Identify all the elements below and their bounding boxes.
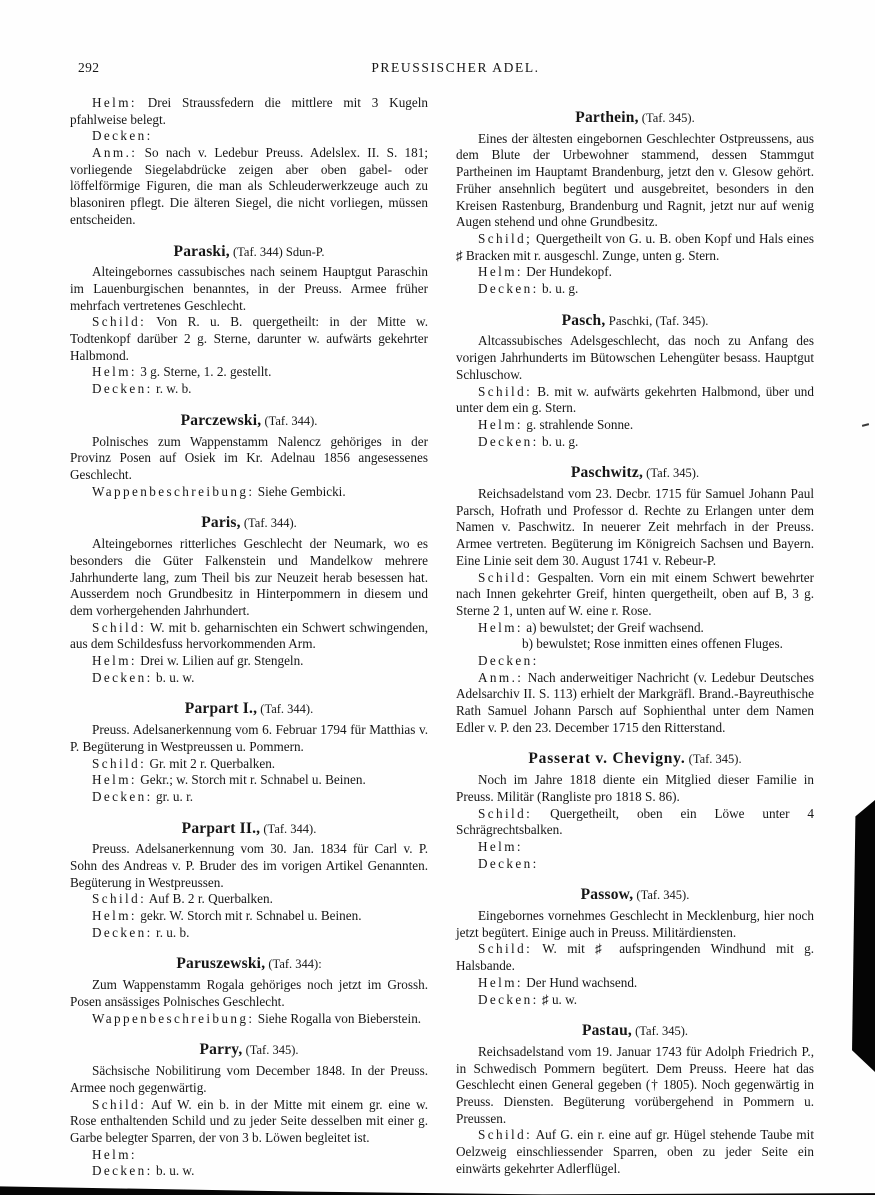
left-column — [70, 95, 428, 1180]
dictionary-entry — [70, 700, 428, 805]
entry-name: Parpart II., — [181, 819, 261, 837]
dictionary-entry — [456, 312, 814, 451]
blazon-field-text: a) bewulstet; der Greif wachsend. — [522, 619, 704, 635]
blazon-field — [456, 653, 814, 670]
scan-shadow-bottom-edge — [0, 1179, 875, 1195]
entry-plate-reference: (Taf. 345). — [638, 111, 695, 125]
entry-body-paragraph: Reichsadelstand vom 23. Decbr. 1715 für Samuel Johann Paul Parsch, Hofrath und Professor d. Rechte zu Erlangen unter dem Namen v. Paschwitz. In neuerer Zeit mehrfach in der Preuss. Armee vertreten. Begüterung im Königreich Sachsen und Bayern. Eine Linie seit dem 30. August 1741 v. Rebeur-P. — [456, 486, 814, 568]
entry-body-paragraph: Preuss. Adelsanerkennung vom 30. Jan. 1834 für Carl v. P. Sohn des Andreas v. P. Bruder des im vorigen Artikel Genannten. Begüterung in Westpreussen. — [70, 841, 428, 890]
entry-name: Paruszewski, — [176, 955, 266, 973]
entry-body-paragraph: Reichsadelstand vom 19. Januar 1743 für Adolph Friedrich P., in Schwedisch Pommern begütert. Dem Preuss. Heere hat das Geschlecht einen General gegeben († 1805). Noch gegenwärtig in Preuss. Diensten. Begüterung vorübergehend in Pommern u. Preussen. — [456, 1044, 814, 1126]
blazon-field-text: B. mit w. aufwärts gekehrten Halbmond, über und unter dem ein g. Stern. — [456, 383, 814, 416]
entry-heading — [70, 700, 428, 719]
blazon-field — [70, 484, 428, 501]
entry-name: Pastau, — [581, 1022, 632, 1040]
dictionary-entry — [456, 109, 814, 298]
blazon-field-label: Schild: — [92, 314, 147, 330]
dictionary-entry — [70, 243, 428, 398]
entry-body-paragraph: Preuss. Adelsanerkennung vom 6. Februar 1794 für Matthias v. P. Begüterung in Westpreussen u. Pommern. — [70, 722, 428, 754]
blazon-field — [70, 1147, 428, 1164]
blazon-field-text: ♯ u. w. — [538, 991, 578, 1007]
blazon-field-label: Anm.: — [92, 145, 138, 161]
blazon-field-text: gekr. W. Storch mit r. Schnabel u. Beinen. — [136, 908, 362, 924]
entry-body-paragraph: Noch im Jahre 1818 diente ein Mitglied dieser Familie in Preuss. Militär (Rangliste pro 1818 S. 86). — [456, 772, 814, 804]
entry-plate-reference: (Taf. 345). — [652, 313, 709, 328]
blazon-field — [70, 1011, 428, 1028]
blazon-field — [70, 364, 428, 381]
dictionary-entry — [456, 750, 814, 872]
dictionary-entry — [70, 95, 428, 229]
blazon-field-text: b. u. w. — [152, 1163, 195, 1179]
blazon-field-label: Helm: — [92, 652, 137, 668]
blazon-field-label: Helm: — [92, 364, 137, 380]
blazon-field-label: Decken: — [478, 652, 539, 668]
blazon-field-label: Wappenbeschreibung: — [92, 1010, 255, 1026]
blazon-field-text: g. strahlende Sonne. — [522, 416, 634, 432]
blazon-field-text: W. mit ♯ aufspringenden Windhund mit g. Halsbande. — [456, 941, 814, 974]
blazon-field-text: Drei w. Lilien auf gr. Stengeln. — [136, 652, 304, 668]
entry-name: Parthein, — [575, 109, 639, 126]
blazon-field — [456, 281, 814, 298]
blazon-field — [70, 95, 428, 128]
blazon-field-label: Schild: — [92, 1096, 147, 1112]
blazon-field — [70, 925, 428, 942]
entry-heading — [456, 312, 814, 331]
blazon-field — [456, 570, 814, 620]
blazon-field-text: Gespalten. Vorn ein mit einem Schwert bewehrter nach Innen gekehrter Greif, hinten quergetheilt, oben auf B, 3 g. Sterne 2 1, unten auf W. eine r. Rose. — [456, 569, 814, 618]
entry-heading — [456, 464, 814, 483]
entry-heading — [70, 820, 428, 839]
blazon-field-text: Quergetheilt von G. u. B. oben Kopf und Hals eines ♯ Bracken mit r. ausgeschl. Zunge, unten g. Stern. — [456, 230, 814, 263]
entry-plate-reference: (Taf. 344). — [240, 516, 297, 531]
dictionary-entry — [70, 955, 428, 1027]
blazon-field-text: Drei Straussfedern die mittlere mit 3 Kugeln pfahlweise belegt. — [70, 95, 428, 127]
blazon-field-label: Schild: — [478, 383, 533, 399]
page-number: 292 — [78, 60, 100, 75]
blazon-field-text: Gekr.; w. Storch mit r. Schnabel u. Beinen. — [136, 772, 366, 788]
blazon-field-label: Decken: — [478, 855, 539, 871]
entry-plate-reference: (Taf. 345). — [242, 1043, 299, 1058]
blazon-field-label: Decken: — [92, 1163, 153, 1179]
blazon-field-label: Decken: — [92, 924, 153, 940]
blazon-field — [456, 975, 814, 992]
entry-plate-reference: (Taf. 344). — [261, 413, 318, 428]
entry-body-paragraph: Alteingebornes cassubisches nach seinem Hauptgut Paraschin im Lauenburgischen benanntes, in der Preuss. Armee früher mehrfach vertretenes Geschlecht. — [70, 264, 428, 313]
blazon-field-text: Von R. u. B. quergetheilt: in der Mitte w. Todtenkopf darüber 2 g. Sterne, darunter w. aufwärts gekehrter Halbmond. — [70, 314, 428, 363]
blazon-field-text: b. u. w. — [152, 669, 195, 685]
blazon-field-text: Gr. mit 2 r. Querbalken. — [146, 755, 276, 771]
blazon-field — [456, 992, 814, 1009]
text-columns — [70, 95, 815, 1180]
blazon-field — [456, 941, 814, 974]
blazon-field-label: Helm: — [478, 838, 523, 854]
running-title: PREUSSISCHER ADEL. — [371, 60, 540, 75]
blazon-field-text: r. w. b. — [152, 381, 192, 397]
blazon-field-label: Helm: — [478, 974, 523, 990]
entry-heading — [70, 1041, 428, 1060]
dictionary-entry — [456, 1022, 814, 1177]
blazon-field — [456, 636, 814, 653]
blazon-field-label: Schild: — [478, 569, 533, 585]
dictionary-entry — [70, 412, 428, 501]
blazon-field — [456, 231, 814, 264]
blazon-field-label: Schild: — [92, 619, 147, 635]
blazon-field-text: Auf B. 2 r. Querbalken. — [146, 891, 273, 907]
scan-shadow-right-edge — [847, 800, 875, 1072]
blazon-field-text: Siehe Gembicki. — [254, 483, 346, 499]
blazon-field — [70, 670, 428, 687]
blazon-field-text: Auf G. ein r. eine auf gr. Hügel stehende Taube mit Oelzweig einschliessender Sparren, oben zu jeder Seite ein einwärts gekehrter Adlerflügel. — [456, 1127, 814, 1176]
blazon-field-label: Helm: — [92, 908, 137, 924]
blazon-field-label: Schild: — [478, 941, 533, 957]
blazon-field-text: b. u. g. — [538, 280, 579, 296]
right-column — [456, 95, 814, 1180]
entry-body-paragraph: Alteingebornes ritterliches Geschlecht der Neumark, wo es besonders die Güter Falkenstein und Mandelkow mehrere Jahrhunderte lang, zum Theil bis zur Neuzeit herab besessen hat. Ausserdem noch Grundbesitz in Hinterpommern in diesem und dem vorhergehenden Jahrhundert. — [70, 536, 428, 618]
entry-plate-reference: (Taf. 344). — [257, 702, 314, 717]
entry-plate-reference: (Taf. 345). — [643, 466, 700, 481]
blazon-field-label: Schild: — [478, 805, 533, 821]
blazon-field-text: Quergetheilt, oben ein Löwe unter 4 Schrägrechtsbalken. — [456, 805, 814, 838]
blazon-field-label: Decken: — [92, 669, 153, 685]
entry-heading — [70, 243, 428, 262]
blazon-field-text: Auf W. ein b. in der Mitte mit einem gr. eine w. Rose enthaltenden Schild und zu jeder Seite desselben mit einer g. Garbe belegter Sparren, der von 3 b. Löwen begleitet ist. — [70, 1096, 428, 1145]
entry-name: Parry, — [199, 1041, 243, 1059]
blazon-field — [70, 381, 428, 398]
blazon-field-text: 3 g. Sterne, 1. 2. gestellt. — [136, 364, 272, 380]
entry-heading — [456, 750, 814, 769]
entry-name: Passerat v. Chevigny. — [528, 750, 686, 768]
blazon-field-label: Decken: — [92, 128, 153, 144]
blazon-field — [70, 1163, 428, 1180]
blazon-field-text: r. u. b. — [152, 924, 190, 940]
blazon-field-text: b) bewulstet; Rose inmitten eines offenen Fluges. — [522, 636, 783, 652]
blazon-field-label: Wappenbeschreibung: — [92, 483, 255, 499]
blazon-field-label: Decken: — [478, 280, 539, 296]
blazon-field-label: Decken: — [92, 381, 153, 397]
blazon-field — [70, 620, 428, 653]
dictionary-entry — [70, 1041, 428, 1180]
entry-plate-reference: (Taf. 344). — [260, 821, 317, 836]
scan-speck — [862, 423, 869, 427]
blazon-field — [456, 434, 814, 451]
entry-name: Parpart I., — [184, 700, 258, 718]
blazon-field-label: Helm: — [478, 619, 523, 635]
entry-name: Paraski, — [173, 242, 230, 260]
entry-alternate-name: Paschki, — [605, 312, 653, 328]
entry-plate-reference: (Taf. 345). — [633, 888, 690, 903]
entry-plate-reference: (Taf. 344) Sdun-P. — [229, 244, 325, 259]
blazon-field-text: b. u. g. — [538, 433, 579, 449]
blazon-field-text: Der Hundekopf. — [522, 264, 612, 280]
dictionary-entry — [456, 886, 814, 1008]
blazon-field-text: Der Hund wachsend. — [522, 974, 638, 990]
blazon-field-label: Schild: — [478, 1127, 533, 1143]
dictionary-entry — [70, 820, 428, 942]
entry-name: Paschwitz, — [570, 464, 644, 482]
entry-heading — [70, 514, 428, 533]
blazon-field — [70, 891, 428, 908]
blazon-field — [70, 772, 428, 789]
blazon-field — [70, 314, 428, 364]
entry-name: Pasch, — [561, 311, 606, 329]
entry-body-paragraph: Zum Wappenstamm Rogala gehöriges noch jetzt im Grossh. Posen ansässiges Polnisches Geschlecht. — [70, 977, 428, 1009]
blazon-field — [456, 1127, 814, 1177]
blazon-field-label: Decken: — [478, 991, 539, 1007]
entry-plate-reference: (Taf. 345). — [632, 1024, 689, 1039]
entry-heading — [456, 886, 814, 905]
blazon-field-text: Siehe Rogalla von Bieberstein. — [254, 1010, 422, 1026]
entry-heading — [70, 955, 428, 974]
blazon-field-text: So nach v. Ledebur Preuss. Adelslex. II. S. 181; vorliegende Siegelabdrücke zeigen aber oben gabel- oder löffelförmige Figuren, die man als Schleuderwerkzeuge auch zu blasoniren pflegt. Die älteren Siegel, die nicht vorliegen, müssen entscheiden. — [70, 145, 428, 227]
entry-plate-reference: (Taf. 344): — [265, 957, 322, 972]
entry-body-paragraph: Altcassubisches Adelsgeschlecht, das noch zu Anfang des vorigen Jahrhunderts im Bütowschen Lehengüter besass. Hauptgut Schluschow. — [456, 333, 814, 382]
blazon-field-label: Helm: — [478, 416, 523, 432]
blazon-field — [70, 145, 428, 228]
blazon-field — [70, 128, 428, 145]
entry-body-paragraph: Polnisches zum Wappenstamm Nalencz gehöriges in der Provinz Posen auf Osiek im Kr. Adelnau 1856 angesessenes Geschlecht. — [70, 433, 428, 482]
blazon-field — [456, 839, 814, 856]
entry-heading — [456, 109, 814, 128]
entry-body-paragraph: Eines der ältesten eingebornen Geschlechter Ostpreussens, aus dem Blute der Urbewohner stammend, dessen Stammgut Partheinen im Hauptamt Brandenburg, jetzt den v. Glesow gehört. Früher ansehnlich begütert und ausgebreitet, besonders in den Kreisen Rastenburg, Brandenburg und Ragnit, jetzt nur auf wenig Augen stehend und ohne Grundbesitz. — [456, 130, 814, 230]
dictionary-entry — [70, 514, 428, 686]
blazon-field-text: W. mit b. geharnischten ein Schwert schwingenden, aus dem Schildesfuss hervorkommenden Arm. — [70, 619, 428, 652]
entry-body-paragraph: Sächsische Nobilitirung vom December 1848. In der Preuss. Armee noch gegenwärtig. — [70, 1063, 428, 1095]
blazon-field-label: Helm: — [92, 1146, 137, 1162]
blazon-field — [70, 756, 428, 773]
blazon-field-label: Schild; — [478, 230, 533, 246]
blazon-field-label: Helm: — [478, 264, 523, 280]
blazon-field — [456, 620, 814, 637]
blazon-field-label: Decken: — [92, 788, 153, 804]
blazon-field — [70, 908, 428, 925]
blazon-field — [456, 264, 814, 281]
blazon-field — [456, 806, 814, 839]
blazon-field-label: Helm: — [92, 772, 137, 788]
blazon-field — [70, 653, 428, 670]
blazon-field-label: Decken: — [478, 433, 539, 449]
blazon-field-label: Helm: — [92, 95, 137, 110]
blazon-field — [456, 856, 814, 873]
blazon-field — [456, 670, 814, 737]
entry-name: Paris, — [201, 514, 241, 532]
entry-heading — [456, 1022, 814, 1041]
blazon-field — [70, 789, 428, 806]
entry-body-paragraph: Eingebornes vornehmes Geschlecht in Mecklenburg, hier noch jetzt begütert. Einige auch in Preuss. Militärdiensten. — [456, 908, 814, 940]
entry-name: Passow, — [580, 886, 634, 904]
entry-plate-reference: (Taf. 345). — [685, 752, 742, 767]
blazon-field-label: Schild: — [92, 891, 147, 907]
blazon-field-label: Anm.: — [478, 669, 524, 685]
blazon-field-label: Schild: — [92, 755, 147, 771]
blazon-field-text: gr. u. r. — [152, 788, 194, 804]
blazon-field — [456, 417, 814, 434]
entry-name: Parczewski, — [180, 411, 262, 429]
blazon-field-text: Nach anderweitiger Nachricht (v. Ledebur Deutsches Adelsarchiv II. S. 113) erhielt der Markgräfl. Brand.-Bayreuthische Rath Samuel Johann Parsch auf Sophienthal unter dem Namen Edler v. P. den 23. December 1715 den Ritterstand. — [456, 669, 814, 735]
dictionary-entry — [456, 464, 814, 736]
blazon-field — [70, 1097, 428, 1147]
running-head — [78, 60, 797, 80]
blazon-field — [456, 384, 814, 417]
entry-heading — [70, 412, 428, 431]
